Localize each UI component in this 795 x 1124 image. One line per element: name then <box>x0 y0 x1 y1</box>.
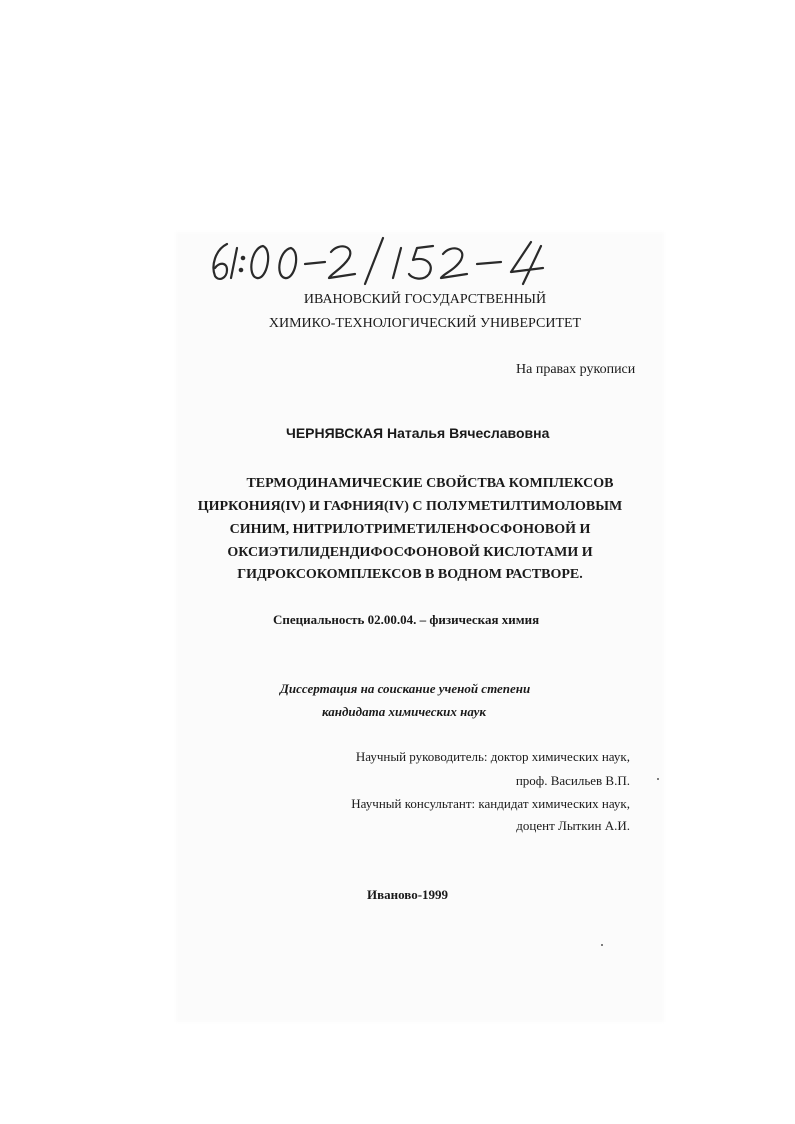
consultant-line-2: доцент Лыткин А.И. <box>516 818 630 833</box>
supervisor-line-2: проф. Васильев В.П. <box>515 773 630 788</box>
specialty: Специальность 02.00.04. – физическая химия <box>273 612 540 627</box>
title-line: ТЕРМОДИНАМИЧЕСКИЕ СВОЙСТВА КОМПЛЕКСОВ <box>246 476 614 491</box>
handwritten-archive-number <box>205 236 565 286</box>
manuscript-rights-note: На правах рукописи <box>516 362 636 377</box>
author-name: ЧЕРНЯВСКАЯ Наталья Вячеславовна <box>286 425 550 441</box>
title-line: СИНИМ, НИТРИЛОТРИМЕТИЛЕНФОСФОНОВОЙ И <box>229 522 591 537</box>
university-name-line-1: ИВАНОВСКИЙ ГОСУДАРСТВЕННЫЙ <box>303 292 547 307</box>
title-line: ОКСИЭТИЛИДЕНДИФОСФОНОВОЙ КИСЛОТАМИ И <box>227 545 593 560</box>
dissertation-degree-line-1: Диссертация на соискание ученой степени <box>280 681 531 696</box>
dissertation-degree-line-2: кандидата химических наук <box>322 704 487 719</box>
consultant-line-1: Научный консультант: кандидат химических наук, <box>351 796 630 811</box>
scan-speck <box>601 944 603 946</box>
supervisor-line-1: Научный руководитель: доктор химических наук, <box>355 749 630 764</box>
title-line: ГИДРОКСОКОМПЛЕКСОВ В ВОДНОМ РАСТВОРЕ. <box>237 567 583 582</box>
scan-speck <box>657 778 659 780</box>
title-line: ЦИРКОНИЯ(IV) И ГАФНИЯ(IV) С ПОЛУМЕТИЛТИМОЛОВЫМ <box>197 499 623 514</box>
university-name-line-2: ХИМИКО-ТЕХНОЛОГИЧЕСКИЙ УНИВЕРСИТЕТ <box>268 316 582 331</box>
city-and-year: Иваново-1999 <box>367 887 449 902</box>
